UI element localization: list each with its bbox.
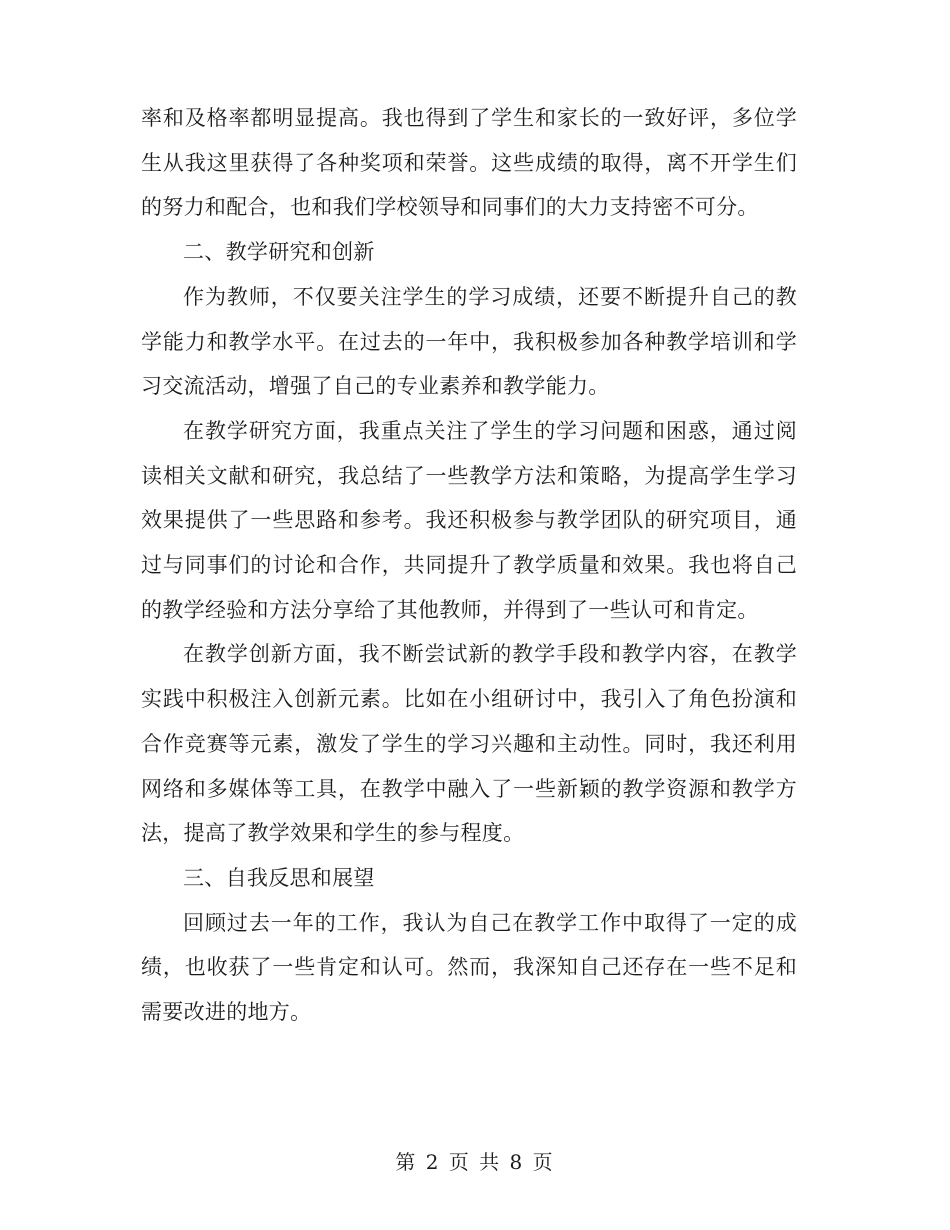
paragraph-reflection: 回顾过去一年的工作，我认为自己在教学工作中取得了一定的成绩，也收获了一些肯定和认可。然而，我深知自己还存在一些不足和需要改进的地方。 — [141, 910, 797, 1025]
page-number-footer: 第 2 页 共 8 页 — [395, 1150, 555, 1174]
paragraph-continuation: 率和及格率都明显提高。我也得到了学生和家长的一致好评，多位学生从我这里获得了各种奖项和荣誉。这些成绩的取得，离不开学生们的努力和配合，也和我们学校领导和同事们的大力支持密不可分。 — [141, 106, 797, 220]
paragraph-teacher-growth: 作为教师，不仅要关注学生的学习成绩，还要不断提升自己的教学能力和教学水平。在过去的一年中，我积极参加各种教学培训和学习交流活动，增强了自己的专业素养和教学能力。 — [141, 284, 797, 399]
paragraph-research: 在教学研究方面，我重点关注了学生的学习问题和困惑，通过阅读相关文献和研究，我总结了一些教学方法和策略，为提高学生学习效果提供了一些思路和参考。我还积极参与教学团队的研究项目，通过与同事们的讨论和合作，共同提升了教学质量和效果。我也将自己的教学经验和方法分享给了其他教师，并得到了一些认可和肯定。 — [141, 418, 797, 622]
section-heading-research: 二、教学研究和创新 — [183, 240, 375, 265]
document-body — [141, 96, 797, 1035]
paragraph-innovation: 在教学创新方面，我不断尝试新的教学手段和教学内容，在教学实践中积极注入创新元素。比如在小组研讨中，我引入了角色扮演和合作竞赛等元素，激发了学生的学习兴趣和主动性。同时，我还利用网络和多媒体等工具，在教学中融入了一些新颖的教学资源和教学方法，提高了教学效果和学生的参与程度。 — [141, 642, 797, 846]
section-heading-reflection: 三、自我反思和展望 — [183, 865, 375, 890]
